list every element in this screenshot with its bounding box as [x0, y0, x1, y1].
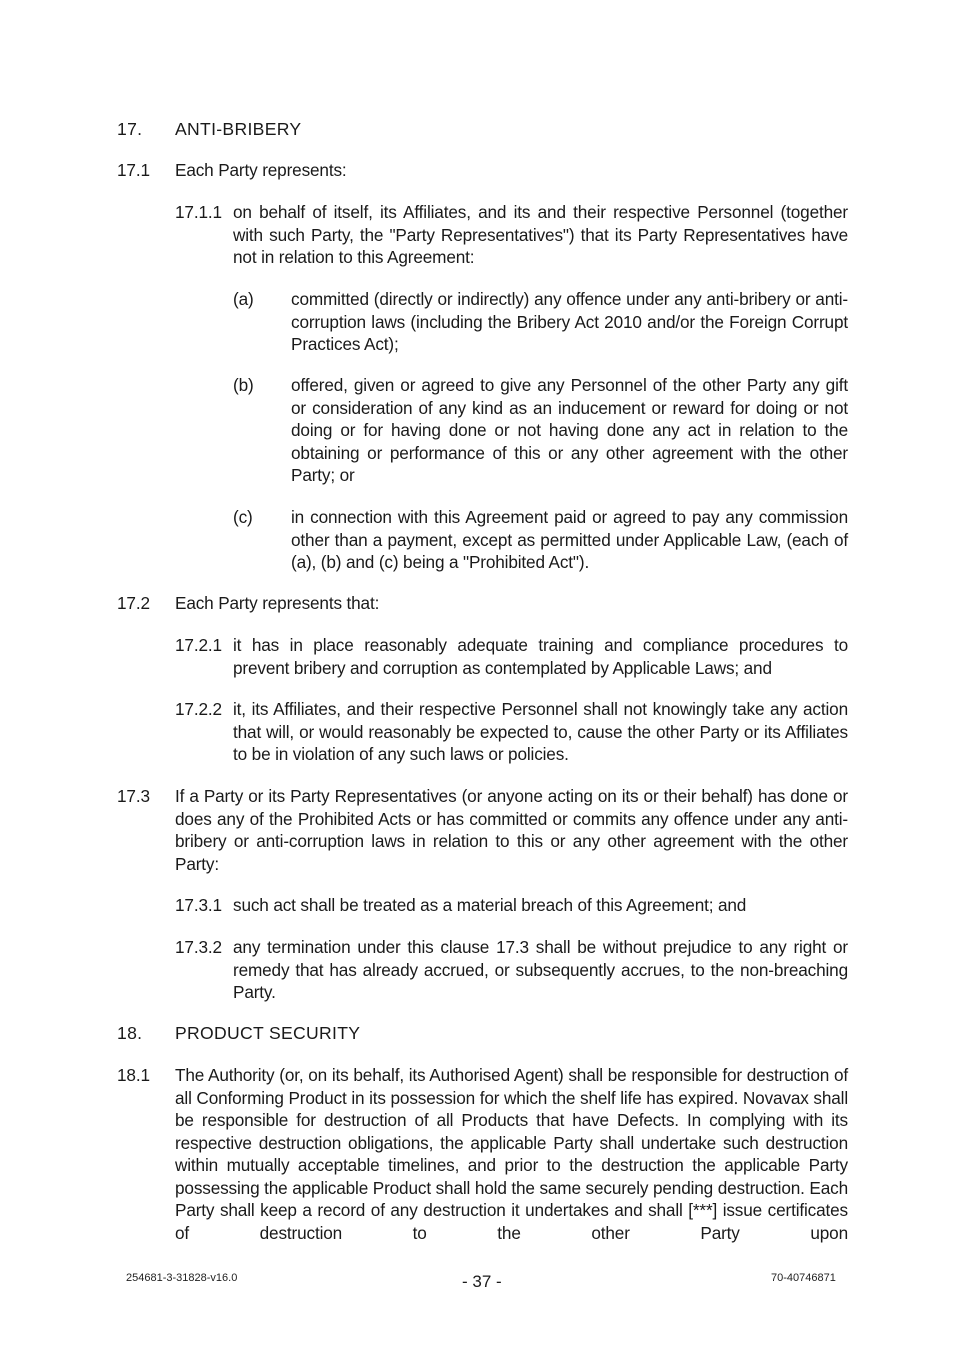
item-label: (b)	[233, 375, 254, 395]
clause-text: The Authority (or, on its behalf, its Authorised Agent) shall be responsible for destruction of all Conforming Product in its possession for which the shelf life has expired. Novavax shall be responsible for destruction of all Products that have Defects. In complying with its respective destruction obligations, the applicable Party shall undertake such destruction within mutually acceptable timelines, and prior to the destruction the applicable Party possessing the applicable Product shall hold the same securely pending destruction. Each Party shall keep a record of any destruction it undertakes and shall [***] issue certificates of destruction to the other Party upon	[175, 1065, 848, 1243]
subclause-number: 17.2.1	[175, 635, 222, 655]
section-heading: ANTI-BRIBERY	[175, 119, 302, 139]
footer-reference-id: 70-40746871	[771, 1272, 836, 1284]
subclause-text: on behalf of itself, its Affiliates, and its and their respective Personnel (together with such Party, the "Party Representatives") that its Party Representatives have not in relation to this Agreement:	[233, 202, 848, 267]
section-number: 18.	[117, 1023, 143, 1043]
subclause-text: it has in place reasonably adequate training and compliance procedures to prevent bribery and corruption as contemplated by Applicable Laws; and	[233, 635, 848, 678]
section-heading: PRODUCT SECURITY	[175, 1023, 361, 1043]
subclause-number: 17.2.2	[175, 699, 222, 719]
clause-number: 17.3	[117, 786, 150, 806]
footer-document-id: 254681-3-31828-v16.0	[126, 1272, 238, 1284]
clause-text: Each Party represents that:	[175, 593, 380, 613]
item-text: in connection with this Agreement paid or agreed to pay any commission other than a payment, except as permitted under Applicable Law, (each of (a), (b) and (c) being a "Prohibited Act").	[291, 507, 848, 572]
section-number: 17.	[117, 119, 143, 139]
item-label: (c)	[233, 507, 253, 527]
page-number: - 37 -	[462, 1272, 502, 1291]
subclause-text: such act shall be treated as a material breach of this Agreement; and	[233, 895, 747, 915]
subclause-number: 17.3.2	[175, 937, 222, 957]
clause-text: Each Party represents:	[175, 160, 347, 180]
subclause-number: 17.3.1	[175, 895, 222, 915]
item-text: offered, given or agreed to give any Personnel of the other Party any gift or consideration of any kind as an inducement or reward for doing or not doing or for having done or not having done any act in relation to the obtaining or performance of this or any other agreement with the other Party; or	[291, 375, 848, 485]
clause-number: 17.2	[117, 593, 150, 613]
clause-text: If a Party or its Party Representatives (or anyone acting on its or their behalf) has done or does any of the Prohibited Acts or has committed or commits any offence under any anti-bribery or anti-corruption laws in relation to this or any other agreement with the other Party:	[175, 786, 848, 874]
subclause-text: it, its Affiliates, and their respective Personnel shall not knowingly take any action that will, or would reasonably be expected to, cause the other Party or its Affiliates to be in violation of any such laws or policies.	[233, 699, 848, 764]
clause-number: 17.1	[117, 160, 150, 180]
subclause-text: any termination under this clause 17.3 shall be without prejudice to any right or remedy that has already accrued, or subsequently accrues, to the non-breaching Party.	[233, 937, 848, 1002]
item-text: committed (directly or indirectly) any offence under any anti-bribery or anti-corruption laws (including the Bribery Act 2010 and/or the Foreign Corrupt Practices Act);	[291, 289, 848, 354]
subclause-number: 17.1.1	[175, 202, 222, 222]
clause-number: 18.1	[117, 1065, 150, 1085]
item-label: (a)	[233, 289, 254, 309]
